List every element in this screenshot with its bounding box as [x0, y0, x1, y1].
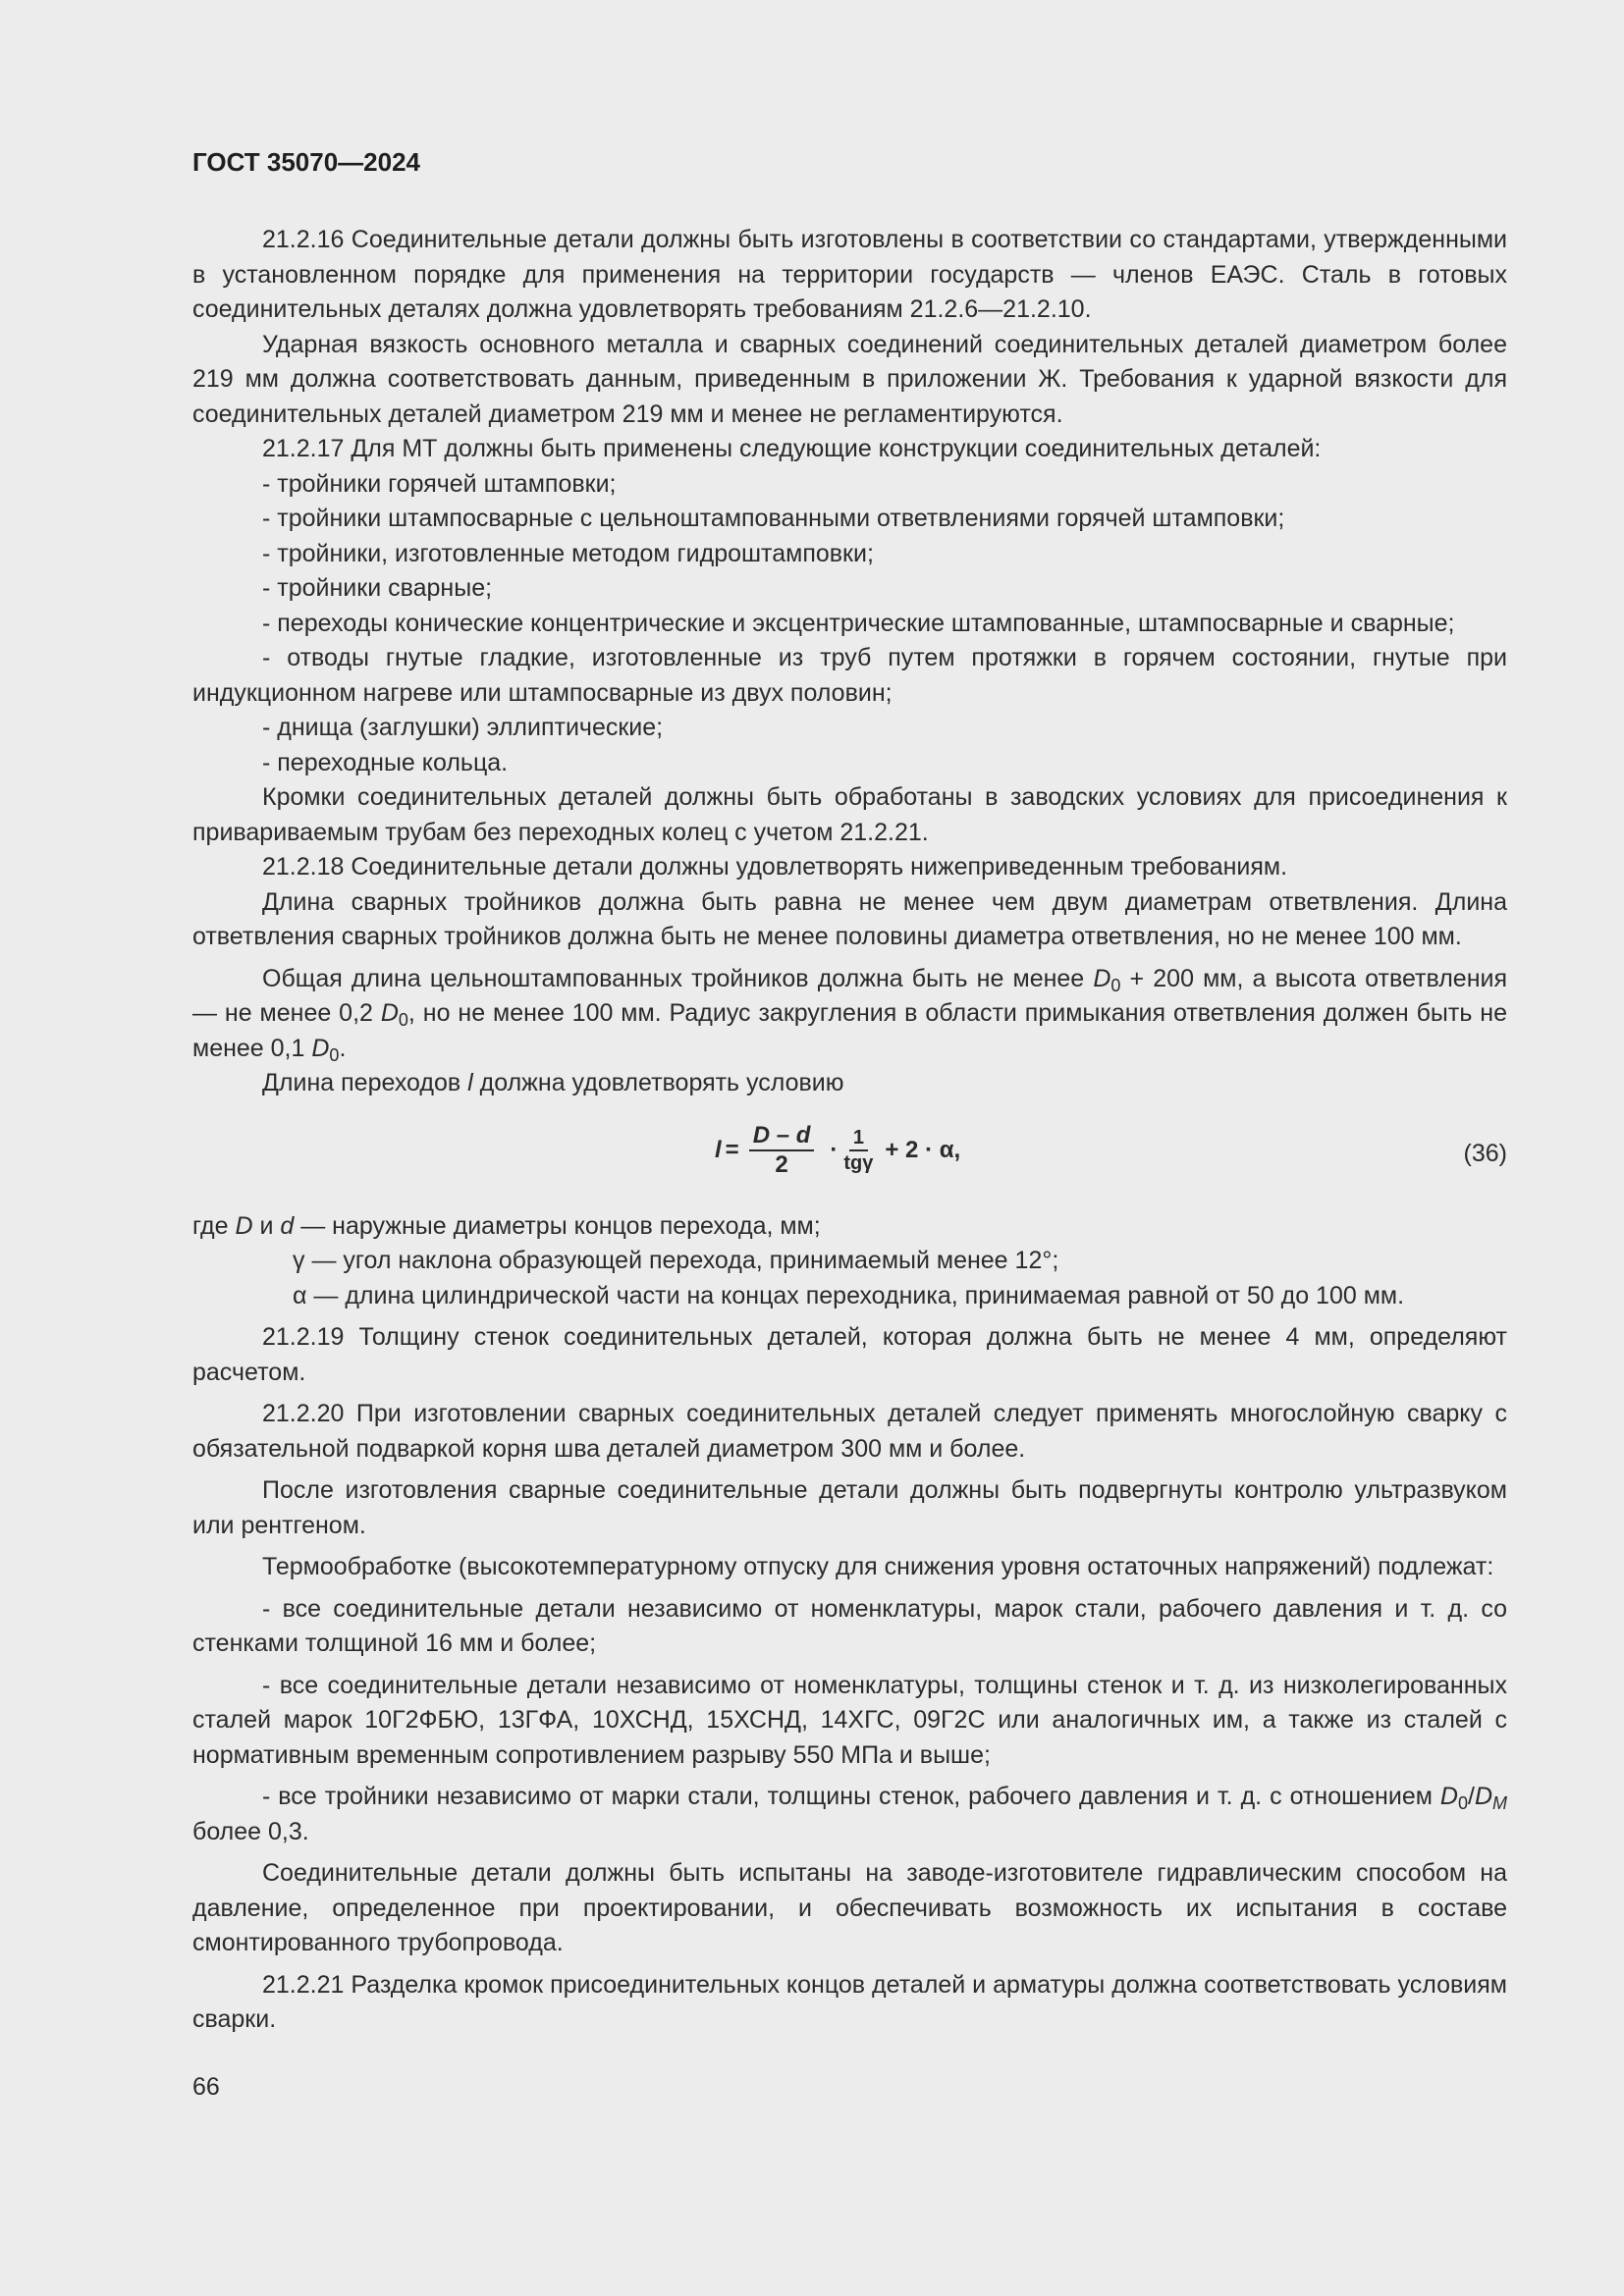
formula-fraction-2	[843, 1127, 873, 1174]
formula-equals: =	[725, 1136, 739, 1163]
list-item: - переходы конические концентрические и эксцентрические штампованные, штампосварные и сварные;	[262, 609, 1455, 637]
inspection-paragraph: После изготовления сварные соединительные детали должны быть подвергнуты контролю ультразвуком или рентгеном.	[192, 1476, 1507, 1539]
list-item: - тройники сварные;	[262, 574, 493, 602]
list-item: - днища (заглушки) эллиптические;	[262, 714, 664, 741]
list-item: - тройники горячей штамповки;	[262, 469, 617, 498]
clause-21-2-20: 21.2.20 При изготовлении сварных соединительных деталей следует применять многослойную сварку с обязательной подваркой корня шва деталей диаметром 300 мм и более.	[192, 1400, 1507, 1463]
formula-36	[192, 1119, 1507, 1190]
document-body	[192, 223, 1507, 2038]
where-clause: где D и d — наружные диаметры концов перехода, мм;	[192, 1211, 821, 1240]
list-item: - переходные кольца.	[262, 748, 509, 776]
clause-21-2-21: 21.2.21 Разделка кромок присоединительных концов деталей и арматуры должна соответствовать условиям сварки.	[192, 1970, 1507, 2033]
formula-denominator-1: 2	[775, 1150, 788, 1178]
formula-denominator-2: tgγ	[843, 1151, 874, 1174]
document-header: ГОСТ 35070—2024	[192, 147, 420, 177]
edges-paragraph: Кромки соединительных деталей должны быть обработаны в заводских условиях для присоединения к привариваемым трубам без переходных колец с учетом 21.2.21.	[192, 783, 1507, 846]
list-item: - все тройники независимо от марки стали, толщины стенок, рабочего давления и т. д. с отношением $D_0/D_M$ более 0,3.	[192, 1783, 1507, 1845]
clause-21-2-19: 21.2.19 Толщину стенок соединительных деталей, которая должна быть не менее 4 мм, определяют расчетом.	[192, 1323, 1507, 1386]
formula-tail: + 2 · α,	[885, 1136, 961, 1163]
heat-treatment-paragraph: Термообработке (высокотемпературному отпуску для снижения уровня остаточных напряжений) подлежат:	[262, 1553, 1494, 1580]
list-item: - тройники, изготовленные методом гидроштамповки;	[262, 539, 874, 567]
welded-tees-paragraph: Длина сварных тройников должна быть равна не менее чем двум диаметрам ответвления. Длина ответвления сварных тройников должна быть не менее половины диаметра ответвления, но не менее 100 мм.	[192, 887, 1507, 950]
where-alpha-definition: α — длина цилиндрической части на концах переходника, принимаемая равной от 50 до 100 мм.	[293, 1281, 1405, 1309]
stamped-tees-paragraph: Общая длина цельноштампованных тройников должна быть не менее $D_0 + 200$ мм, а высота ответвления — не менее 0,2 $D_0$, но не менее 100 мм. Радиус закругления в области примыкания ответвления должен быть не менее 0,1 $D_0$.	[192, 964, 1508, 1065]
clause-21-2-18: 21.2.18 Соединительные детали должны удовлетворять нижеприведенным требованиям.	[262, 853, 1288, 881]
formula-lhs: l	[715, 1136, 722, 1163]
clause-21-2-16: 21.2.16 Соединительные детали должны быть изготовлены в соответствии со стандартами, утвержденными в установленном порядке для применения на территории государств — членов ЕАЭС. Сталь в готовых соединительных деталях должна удовлетворять требованиям 21.2.6—21.2.10.	[192, 226, 1507, 323]
list-item: - отводы гнутые гладкие, изготовленные из труб путем протяжки в горячем состоянии, гнутые при индукционном нагреве или штампосварные из двух половин;	[192, 644, 1507, 707]
list-item: - все соединительные детали независимо от номенклатуры, марок стали, рабочего давления и т. д. со стенками толщиной 16 мм и более;	[192, 1594, 1507, 1657]
impact-toughness-paragraph: Ударная вязкость основного металла и сварных соединений соединительных деталей диаметром более 219 мм должна соответствовать данным, приведенным в приложении Ж. Требования к ударной вязкости для соединительных деталей диаметром 219 мм и менее не регламентируются.	[192, 330, 1507, 428]
transition-length-paragraph: Длина переходов l должна удовлетворять условию	[262, 1069, 844, 1096]
formula-numerator-1: D – d	[749, 1123, 815, 1151]
formula-number: (36)	[1463, 1139, 1507, 1167]
formula-dot: ·	[830, 1136, 839, 1163]
list-item: - все соединительные детали независимо от номенклатуры, толщины стенок и т. д. из низколегированных сталей марок 10Г2ФБЮ, 13ГФА, 10ХСНД, 15ХСНД, 14ХГС, 09Г2С или аналогичных им, а также из сталей с нормативным временным сопротивлением разрыву 550 МПа и выше;	[192, 1671, 1507, 1769]
hydraulic-testing-paragraph: Соединительные детали должны быть испытаны на заводе-изготовителе гидравлическим способом на давление, определенное при проектировании, и обеспечивать возможность их испытания в составе смонтированного трубопровода.	[192, 1859, 1507, 1956]
page-number: 66	[192, 2073, 220, 2101]
where-gamma-definition: γ — угол наклона образующей перехода, принимаемый менее 12°;	[293, 1247, 1059, 1274]
formula-numerator-2: 1	[849, 1127, 868, 1151]
list-item: - тройники штампосварные с цельноштампованными ответвлениями горячей штамповки;	[262, 505, 1285, 532]
formula-fraction-1	[749, 1123, 815, 1178]
clause-21-2-17: 21.2.17 Для МТ должны быть применены следующие конструкции соединительных деталей:	[262, 435, 1322, 462]
formula-expression	[715, 1123, 960, 1178]
